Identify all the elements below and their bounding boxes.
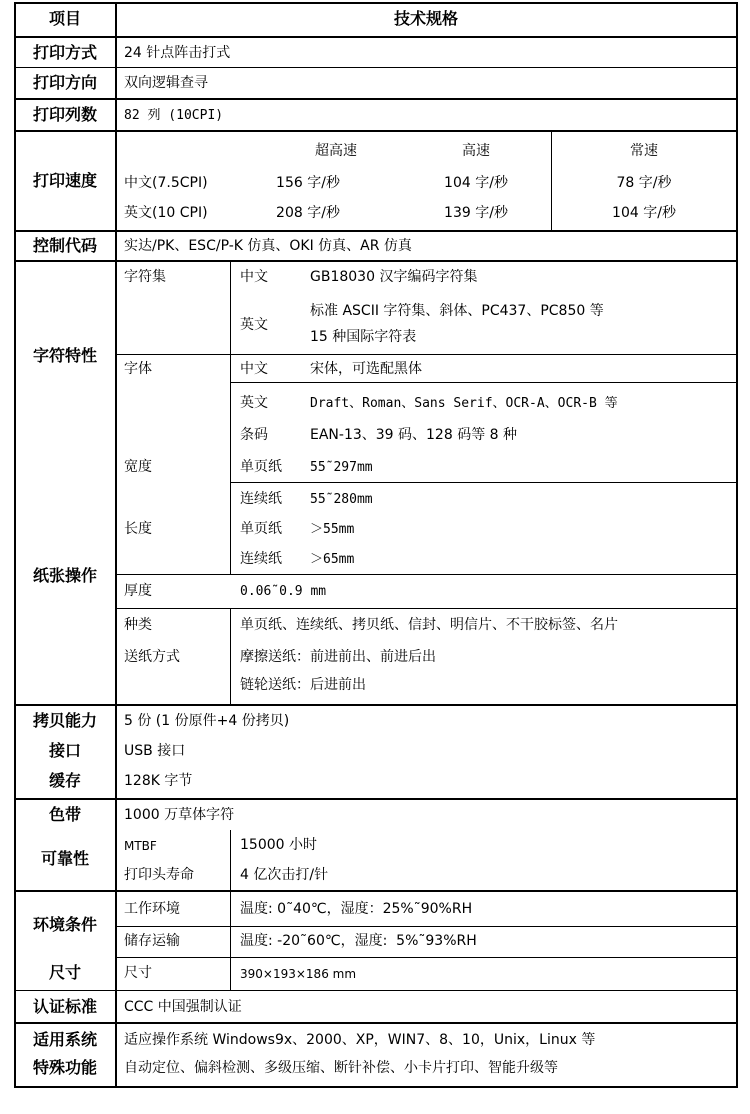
copy-label: 拷贝能力 xyxy=(32,711,98,730)
print-direction-label: 打印方向 xyxy=(32,73,98,92)
row-divider xyxy=(14,798,738,800)
print-speed-label: 打印速度 xyxy=(32,171,98,190)
special-label: 特殊功能 xyxy=(32,1058,98,1077)
row-divider xyxy=(14,1022,738,1024)
row-line xyxy=(116,608,736,609)
print-direction-value: 双向逻辑查寻 xyxy=(124,75,208,91)
row-line xyxy=(116,574,736,575)
sub-column-divider xyxy=(230,892,231,990)
environment-label: 环境条件 xyxy=(32,915,98,934)
row-divider xyxy=(14,260,738,262)
special-value: 自动定位、偏斜检测、多级压缩、断针补偿、小卡片打印、智能升级等 xyxy=(124,1060,558,1076)
print-method-value: 24 针点阵击打式 xyxy=(124,45,231,61)
table-border-top xyxy=(14,2,738,4)
certification-label: 认证标准 xyxy=(32,997,98,1016)
paper-label: 纸张操作 xyxy=(32,566,98,585)
row-line xyxy=(230,482,736,483)
paper-length-value: ＞55mm xyxy=(310,522,355,537)
speed-value: 104 字/秒 xyxy=(444,175,508,191)
charset-english-lang: 英文 xyxy=(240,317,268,333)
row-line xyxy=(230,382,736,383)
speed-value: 156 字/秒 xyxy=(276,175,340,191)
row-divider xyxy=(14,36,738,38)
row-divider xyxy=(14,704,738,706)
font-label: 字体 xyxy=(124,361,152,377)
font-barcode-lang: 条码 xyxy=(240,427,268,443)
print-columns-value: 82 列 (10CPI) xyxy=(124,108,224,123)
reliability-value: 15000 小时 xyxy=(240,837,317,853)
speed-value: 104 字/秒 xyxy=(612,205,676,221)
paper-feed-line2: 链轮送纸：后进前出 xyxy=(240,677,366,693)
environment-value: 温度: 0˜40℃，湿度：25%˜90%RH xyxy=(240,901,473,917)
charset-chinese-value: GB18030 汉字编码字符集 xyxy=(310,269,478,285)
header-item: 项目 xyxy=(48,9,82,28)
environment-sub: 工作环境 xyxy=(124,901,180,917)
font-chinese-lang: 中文 xyxy=(240,361,268,377)
paper-length-sub: 单页纸 xyxy=(240,521,282,537)
size-label: 尺寸 xyxy=(48,963,82,982)
table-border-left xyxy=(14,2,16,1088)
paper-length-value: ＞65mm xyxy=(310,552,355,567)
header-spec: 技术规格 xyxy=(393,9,459,28)
font-chinese-value: 宋体，可选配黑体 xyxy=(310,361,422,377)
font-english-lang: 英文 xyxy=(240,395,268,411)
charset-chinese-lang: 中文 xyxy=(240,269,268,285)
copy-value: 5 份 (1 份原件+4 份拷贝) xyxy=(124,713,290,729)
speed-mode-normal: 常速 xyxy=(630,143,658,159)
reliability-sub: MTBF xyxy=(124,839,157,853)
speed-value: 139 字/秒 xyxy=(444,205,508,221)
charset-label: 字符集 xyxy=(124,269,166,285)
row-line xyxy=(116,957,736,958)
paper-length-sub: 连续纸 xyxy=(240,491,282,507)
row-line xyxy=(14,67,738,68)
font-english-value: Draft、Roman、Sans Serif、OCR-A、OCR-B 等 xyxy=(310,396,618,411)
row-divider xyxy=(14,890,738,892)
row-divider xyxy=(14,230,738,232)
row-line xyxy=(14,990,738,991)
paper-width-label: 宽度 xyxy=(124,459,152,475)
paper-width-sub: 单页纸 xyxy=(240,459,282,475)
row-line xyxy=(116,926,736,927)
buffer-value: 128K 字节 xyxy=(124,773,193,789)
table-border-right xyxy=(736,2,738,1088)
print-columns-label: 打印列数 xyxy=(32,105,98,124)
sub-column-divider xyxy=(230,830,231,890)
spec-table xyxy=(14,2,738,1088)
speed-value: 208 字/秒 xyxy=(276,205,340,221)
environment-value: 温度: -20˜60℃，湿度: 5%˜93%RH xyxy=(240,933,477,949)
paper-feed-label: 送纸方式 xyxy=(124,649,180,665)
paper-types-label: 种类 xyxy=(124,617,152,633)
paper-length-label: 长度 xyxy=(124,521,152,537)
size-sub: 尺寸 xyxy=(124,965,152,981)
charset-english-line1: 标准 ASCII 字符集、斜体、PC437、PC850 等 xyxy=(310,303,604,319)
interface-label: 接口 xyxy=(48,741,82,760)
control-code-value: 实达/PK、ESC/P-K 仿真、OKI 仿真、AR 仿真 xyxy=(124,238,412,254)
speed-mode-high: 高速 xyxy=(462,143,490,159)
speed-row-chinese: 中文(7.5CPI) xyxy=(124,175,208,191)
size-value: 390×193×186 mm xyxy=(240,967,357,981)
speed-column-divider xyxy=(551,132,552,230)
certification-value: CCC 中国强制认证 xyxy=(124,999,242,1015)
control-code-label: 控制代码 xyxy=(32,236,98,255)
table-border-bottom xyxy=(14,1086,738,1088)
print-method-label: 打印方式 xyxy=(32,43,98,62)
font-barcode-value: EAN-13、39 码、128 码等 8 种 xyxy=(310,427,518,443)
row-divider xyxy=(14,130,738,132)
speed-value: 78 字/秒 xyxy=(616,175,672,191)
reliability-sub: 打印头寿命 xyxy=(124,867,194,883)
charset-english-line2: 15 种国际字符表 xyxy=(310,329,417,345)
paper-length-sub: 连续纸 xyxy=(240,551,282,567)
reliability-value: 4 亿次击打/针 xyxy=(240,867,329,883)
paper-types-value: 单页纸、连续纸、拷贝纸、信封、明信片、不干胶标签、名片 xyxy=(240,617,618,633)
char-features-label: 字符特性 xyxy=(32,346,98,365)
row-line xyxy=(116,354,736,355)
environment-sub: 储存运输 xyxy=(124,933,180,949)
os-label: 适用系统 xyxy=(32,1030,98,1049)
ribbon-label: 色带 xyxy=(48,805,82,824)
ribbon-value: 1000 万草体字符 xyxy=(124,807,235,823)
speed-mode-ultra: 超高速 xyxy=(315,143,357,159)
sub-column-divider xyxy=(230,608,231,704)
speed-row-english: 英文(10 CPI) xyxy=(124,205,208,221)
paper-length-value: 55˜280mm xyxy=(310,492,373,507)
paper-feed-line1: 摩擦送纸：前进前出、前进后出 xyxy=(240,649,436,665)
os-value: 适应操作系统 Windows9x、2000、XP，WIN7、8、10，Unix，Linux 等 xyxy=(124,1032,596,1048)
interface-value: USB 接口 xyxy=(124,743,186,759)
sub-column-divider xyxy=(230,262,231,574)
row-divider xyxy=(14,98,738,100)
reliability-label: 可靠性 xyxy=(40,849,90,868)
buffer-label: 缓存 xyxy=(48,771,82,790)
paper-width-value: 55˜297mm xyxy=(310,460,373,475)
paper-thickness-label: 厚度 xyxy=(124,583,152,599)
paper-thickness-value: 0.06˜0.9 mm xyxy=(240,584,327,599)
